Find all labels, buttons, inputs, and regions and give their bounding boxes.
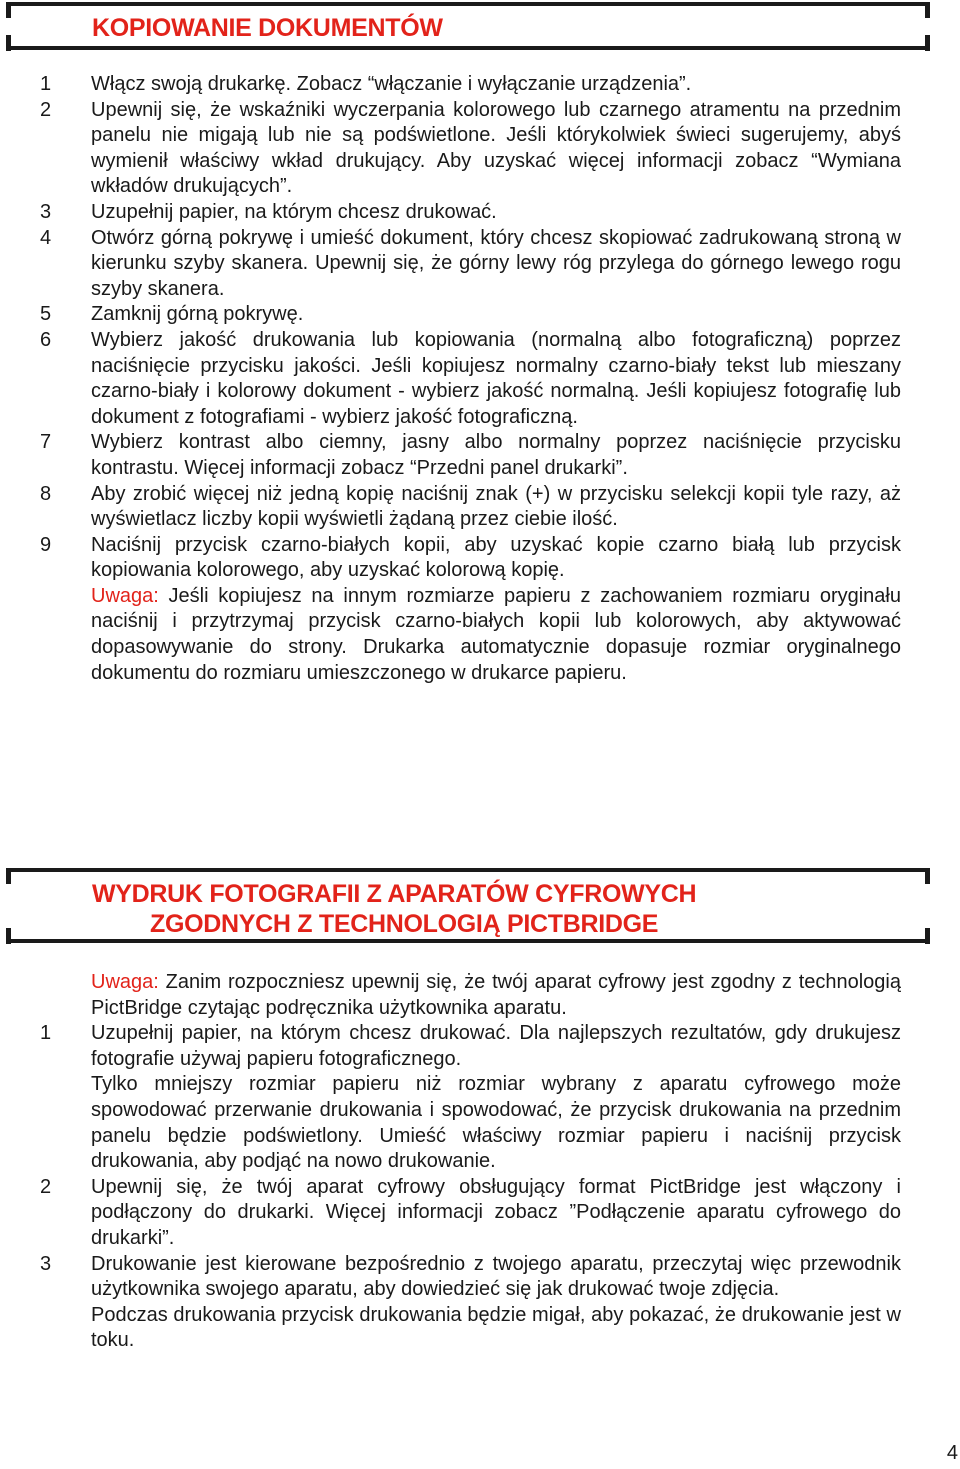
section2-top-left-tick — [6, 868, 11, 884]
list-item-1 — [0, 72, 960, 98]
section2-bottom-right-tick — [925, 928, 930, 944]
section1-top-left-tick — [6, 2, 11, 18]
item-number: 3 — [40, 200, 52, 223]
item-text: Zamknij górną pokrywę. — [91, 303, 304, 326]
section1-bottom-rule — [6, 46, 930, 50]
item-number: 5 — [40, 303, 52, 326]
item-text: Uzupełnij papier, na którym chcesz drukować. — [91, 200, 497, 223]
item-text: Aby zrobić więcej niż jedną kopię naciśnij znak (+) w przycisku selekcji kopii tyle razy, aż wyświetlacz liczby kopii wyświetli żądaną przez ciebie ilość. — [91, 482, 901, 531]
item-text: Upewnij się, że twój aparat cyfrowy obsługujący format PictBridge jest włączony i podłączony do drukarki. Więcej informacji zobacz ”Podłączenie aparatu cyfrowego do drukarki”. — [91, 1175, 901, 1249]
list-item-3 — [0, 200, 960, 226]
item-text: Upewnij się, że wskaźniki wyczerpania kolorowego lub czarnego atramentu na przednim panelu nie migają lub nie są podświetlone. Jeśli którykolwiek świeci sugerujemy, abyś wymienił właściwy wkład drukujący. Aby uzyskać więcej informacji zobacz “Wymiana wkładów drukujących”. — [91, 98, 901, 198]
list-item-3-extra — [0, 1303, 960, 1354]
item-text: Tylko mniejszy rozmiar papieru niż rozmiar wybrany z aparatu cyfrowego może spowodować przerwanie drukowania i spowodować, że przycisk drukowania na przednim panelu będzie podświetlony. Umieść właściwy rozmiar papieru i naciśnij przycisk drukowania, aby podjąć na nowo drukowanie. — [91, 1073, 901, 1173]
section2-bottom-rule — [6, 939, 930, 943]
list-item-7 — [0, 430, 960, 481]
list-item-2 — [0, 98, 960, 200]
section2-top-right-tick — [925, 868, 930, 884]
list-item-2 — [0, 1175, 960, 1252]
section2-list — [0, 970, 960, 1354]
item-number: 1 — [40, 73, 52, 95]
section1-top-right-tick — [925, 2, 930, 18]
list-item-9 — [0, 533, 960, 584]
note-text: Zanim rozpoczniesz upewnij się, że twój aparat cyfrowy jest zgodny z technologią PictBridge czytając podręcznika użytkownika aparatu. — [91, 971, 901, 1019]
item-number: 8 — [40, 482, 52, 505]
section1-list — [0, 72, 960, 686]
section1-title: KOPIOWANIE DOKUMENTÓW — [92, 14, 443, 42]
section2-title-line1: WYDRUK FOTOGRAFII Z APARATÓW CYFROWYCH — [92, 880, 697, 908]
section1-top-rule — [6, 2, 930, 6]
section1-note — [0, 584, 960, 686]
list-item-3 — [0, 1252, 960, 1303]
item-number: 2 — [40, 98, 52, 121]
list-item-1-extra — [0, 1072, 960, 1174]
list-item-8 — [0, 482, 960, 533]
section2-top-rule — [6, 868, 930, 872]
list-item-5 — [0, 302, 960, 328]
item-text: Podczas drukowania przycisk drukowania będzie migał, aby pokazać, że drukowanie jest w toku. — [91, 1303, 901, 1352]
section2-title-line2: ZGODNYCH Z TECHNOLOGIĄ PICTBRIDGE — [150, 910, 659, 938]
item-text: Otwórz górną pokrywę i umieść dokument, który chcesz skopiować zadrukowaną stroną w kierunku szyby skanera. Upewnij się, że górny lewy róg przylega do górnego lewego rogu szyby skanera. — [91, 226, 901, 300]
item-number: 9 — [40, 533, 52, 556]
page-number: 4 — [946, 1442, 958, 1464]
note-label: Uwaga: — [91, 971, 159, 993]
item-number: 7 — [40, 431, 52, 454]
item-text: Wybierz jakość drukowania lub kopiowania (normalną albo fotograficzną) poprzez naciśnięcie przycisku jakości. Jeśli kopiujesz normalny czarno-biały tekst lub mieszany czarno-biały i kolorowy dokument - wybierz jakość normalną. Jeśli kopiujesz fotografię lub dokument z fotografiami - wybierz jakość fotograficzną. — [91, 328, 901, 428]
item-number: 6 — [40, 328, 52, 351]
item-number: 1 — [40, 1022, 52, 1045]
list-item-4 — [0, 226, 960, 303]
item-text: Naciśnij przycisk czarno-białych kopii, aby uzyskać kopie czarno białą lub przycisk kopiowania kolorowego, aby uzyskać kolorową kopię. — [91, 533, 901, 582]
note-label: Uwaga: — [91, 584, 159, 607]
section2-bottom-left-tick — [6, 928, 11, 944]
item-number: 3 — [40, 1252, 52, 1275]
item-number: 2 — [40, 1175, 52, 1198]
section1-bottom-right-tick — [925, 35, 930, 51]
item-text: Włącz swoją drukarkę. Zobacz “włączanie i wyłączanie urządzenia”. — [91, 73, 692, 95]
note-text: Jeśli kopiujesz na innym rozmiarze papieru z zachowaniem rozmiaru oryginału naciśnij i przytrzymaj przycisk czarno-białych kopii lub kolorowych, aby aktywować dopasowywanie do strony. Drukarka automatycznie dopasuje rozmiar oryginalnego dokumentu do rozmiaru umieszczonego w drukarce papieru. — [91, 584, 901, 684]
item-text: Uzupełnij papier, na którym chcesz drukować. Dla najlepszych rezultatów, gdy drukujesz fotografie używaj papieru fotograficznego. — [91, 1022, 901, 1070]
section2-note — [0, 970, 960, 1021]
section1-bottom-left-tick — [6, 35, 11, 51]
list-item-6 — [0, 328, 960, 430]
item-text: Drukowanie jest kierowane bezpośrednio z twojego aparatu, przeczytaj więc przewodnik użytkownika swojego aparatu, aby dowiedzieć się jak drukować twoje zdjęcia. — [91, 1252, 901, 1301]
list-item-1 — [0, 1021, 960, 1072]
item-number: 4 — [40, 226, 52, 249]
item-text: Wybierz kontrast albo ciemny, jasny albo normalny poprzez naciśnięcie przycisku kontrastu. Więcej informacji zobacz “Przedni panel drukarki”. — [91, 431, 901, 479]
